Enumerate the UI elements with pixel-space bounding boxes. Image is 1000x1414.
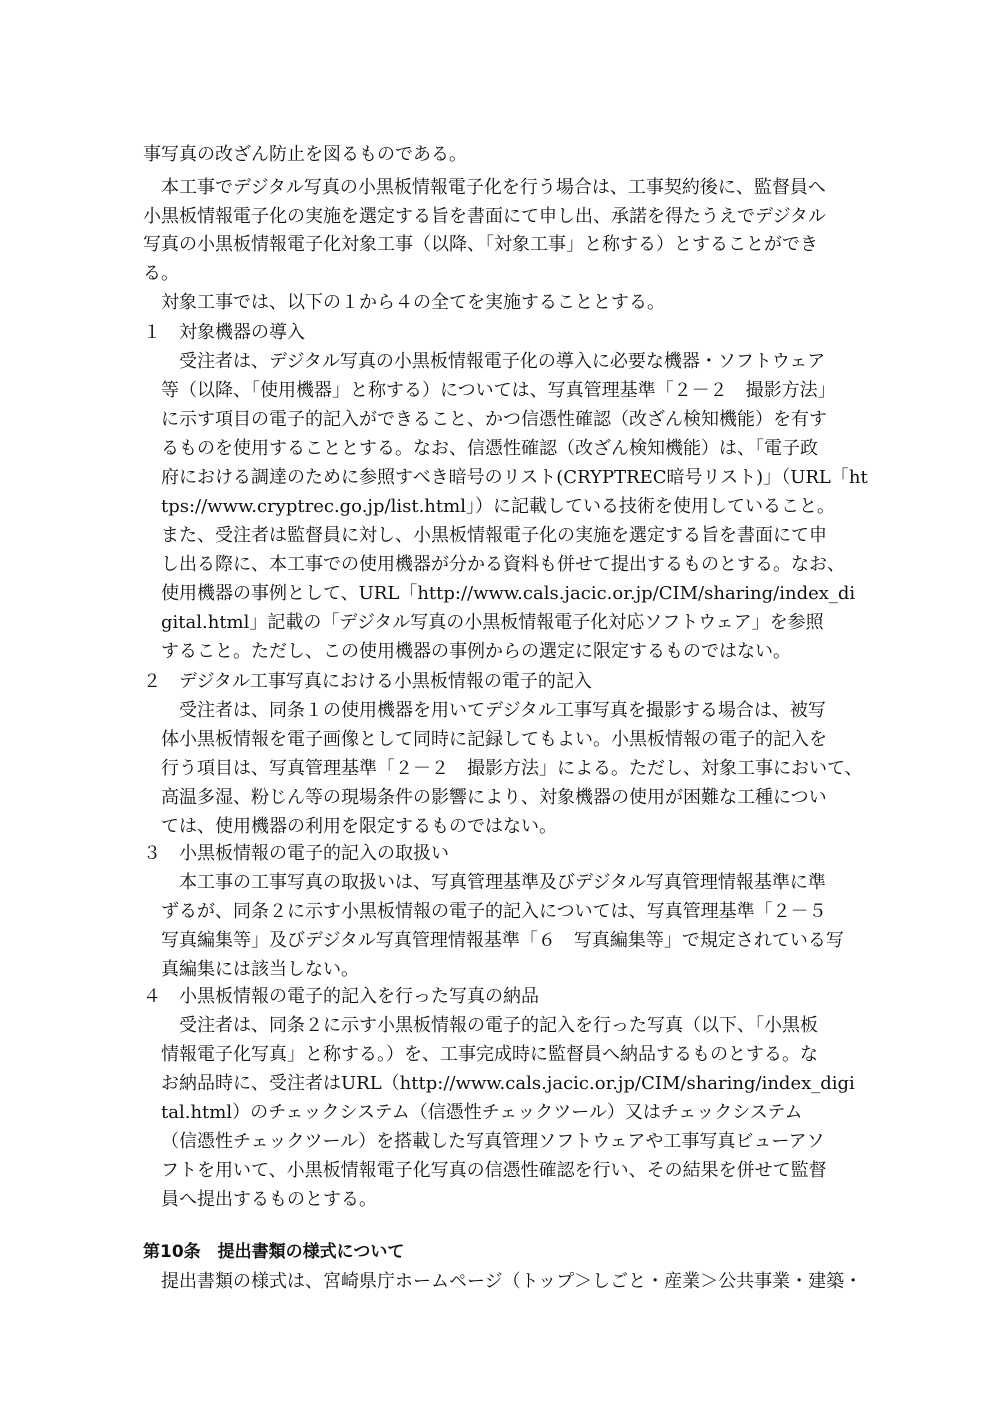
item-paragraph-line: ては、使用機器の利用を限定するものではない。 (161, 816, 557, 837)
item-paragraph-line: 情報電子化写真」と称する。）を、工事完成時に監督員へ納品するものとする。な (161, 1044, 818, 1065)
item-paragraph-line: 体小黒板情報を電子画像として同時に記録してもよい。小黒板情報の電子的記入を (161, 729, 827, 750)
intro-line: る。 (143, 263, 179, 284)
item-paragraph-line: 等（以降、「使用機器」と称する）については、写真管理基準「２－２ 撮影方法」 (161, 380, 836, 401)
item-paragraph-line: 府における調達のために参照すべき暗号のリスト(CRYPTREC暗号リスト)」（URL「ht (161, 467, 868, 488)
item-paragraph-line: ずるが、同条２に示す小黒板情報の電子的記入については、写真管理基準「２－５ (161, 901, 827, 922)
intro-line: 事写真の改ざん防止を図るものである。 (143, 144, 467, 165)
item-paragraph-line: 行う項目は、写真管理基準「２－２ 撮影方法」による。ただし、対象工事において、 (161, 758, 863, 779)
intro-line: 対象工事では、以下の１から４の全てを実施することとする。 (143, 292, 665, 313)
item-paragraph-line: 受注者は、同条２に示す小黒板情報の電子的記入を行った写真（以下、「小黒板 (179, 1015, 818, 1036)
intro-line: 写真の小黒板情報電子化対象工事（以降、「対象工事」と称する）とすることができ (143, 234, 818, 255)
item-paragraph-line: 真編集には該当しない。 (161, 959, 359, 980)
item-paragraph-line: 受注者は、同条１の使用機器を用いてデジタル工事写真を撮影する場合は、被写 (179, 700, 826, 721)
item-paragraph-line: 本工事の工事写真の取扱いは、写真管理基準及びデジタル写真管理情報基準に準 (179, 872, 826, 893)
intro-line: 小黒板情報電子化の実施を選定する旨を書面にて申し出、承諾を得たうえでデジタル (143, 206, 826, 227)
item-paragraph-line: gital.html」記載の「デジタル写真の小黒板情報電子化対応ソフトウェア」を参照 (161, 612, 824, 633)
item-paragraph-line: るものを使用することとする。なお、信憑性確認（改ざん検知機能）は、「電子政 (161, 438, 818, 459)
item-paragraph-line: に示す項目の電子的記入ができること、かつ信憑性確認（改ざん検知機能）を有す (161, 409, 827, 430)
item-heading: ３ 小黒板情報の電子的記入の取扱い (143, 843, 449, 864)
item-paragraph-line: 写真編集等」及びデジタル写真管理情報基準「６ 写真編集等」で規定されている写 (161, 930, 844, 951)
item-paragraph-line: （信憑性チェックツール）を搭載した写真管理ソフトウェアや工事写真ビューアソ (161, 1131, 825, 1152)
intro-line: 本工事でデジタル写真の小黒板情報電子化を行う場合は、工事契約後に、監督員へ (143, 177, 826, 198)
section-paragraph-line: 提出書類の様式は、宮崎県庁ホームページ（トップ＞しごと・産業＞公共事業・建築・ (143, 1271, 863, 1292)
item-paragraph-line: 員へ提出するものとする。 (161, 1189, 377, 1210)
item-heading: ２ デジタル工事写真における小黒板情報の電子的記入 (143, 671, 592, 692)
item-paragraph-line: フトを用いて、小黒板情報電子化写真の信憑性確認を行い、その結果を併せて監督 (161, 1160, 827, 1181)
item-paragraph-line: 受注者は、デジタル写真の小黒板情報電子化の導入に必要な機器・ソフトウェア (179, 351, 826, 372)
item-paragraph-line: 使用機器の事例として、URL「http://www.cals.jacic.or.jp/CIM/sharing/index_di (161, 583, 856, 604)
item-paragraph-line: し出る際に、本工事での使用機器が分かる資料も併せて提出するものとする。なお、 (161, 554, 845, 575)
item-paragraph-line: すること。ただし、この使用機器の事例からの選定に限定するものではない。 (161, 641, 791, 662)
item-heading: １ 対象機器の導入 (143, 322, 305, 343)
item-paragraph-line: お納品時に、受注者はURL（http://www.cals.jacic.or.jp/CIM/sharing/index_digi (161, 1073, 855, 1094)
section-heading: 第10条 提出書類の様式について (143, 1242, 405, 1262)
item-paragraph-line: また、受注者は監督員に対し、小黒板情報電子化の実施を選定する旨を書面にて申 (161, 525, 827, 546)
item-paragraph-line: tal.html）のチェックシステム（信憑性チェックツール）又はチェックシステム (161, 1102, 803, 1123)
item-paragraph-line: tps://www.cryptrec.go.jp/list.html」）に記載している技術を使用していること。 (161, 496, 835, 517)
item-heading: ４ 小黒板情報の電子的記入を行った写真の納品 (143, 986, 539, 1007)
item-paragraph-line: 高温多湿、粉じん等の現場条件の影響により、対象機器の使用が困難な工種につい (161, 787, 827, 808)
